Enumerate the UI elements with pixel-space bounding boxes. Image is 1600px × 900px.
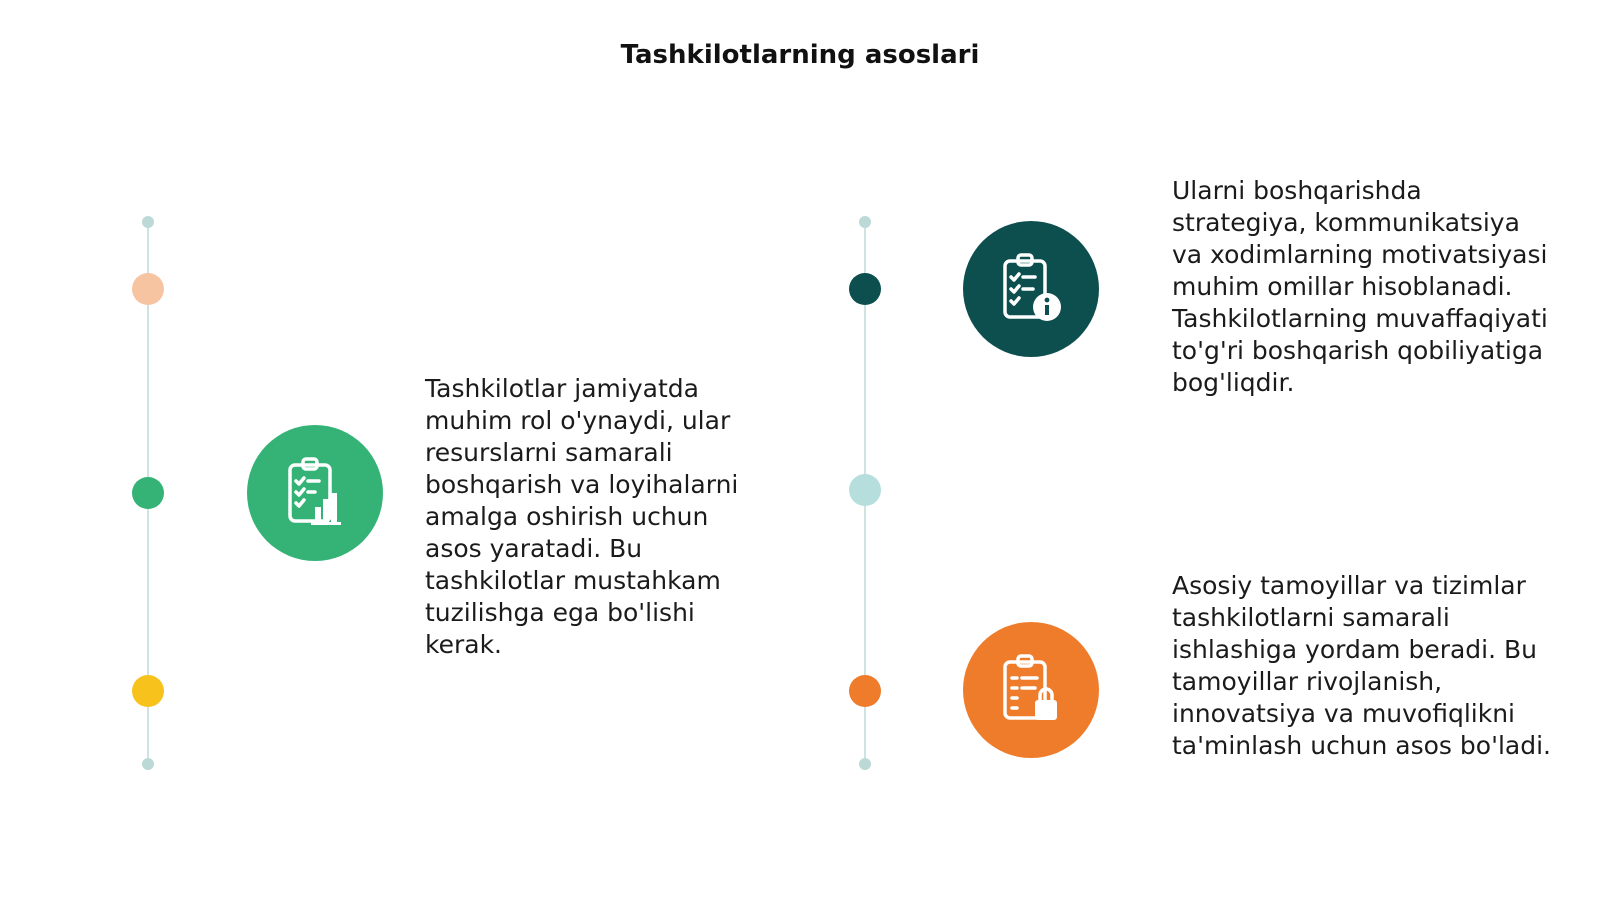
clipboard-chart-icon — [275, 453, 355, 533]
item-2-description: Ularni boshqarishda strategiya, kommunikatsiya va xodimlarning motivatsiyasi muhim omillar hisoblanadi. Tashkilotlarning muvaffaqiyati to'g'ri boshqarish qobiliyatiga bog'liqdir. — [1172, 176, 1548, 397]
clipboard-info-icon — [991, 249, 1071, 329]
badge-dark-teal — [963, 221, 1099, 357]
item-1-description: Tashkilotlar jamiyatda muhim rol o'ynaydi, ular resurslarni samarali boshqarish va loyihalarni amalga oshirish uchun asos yaratadi. Bu tashkilotlar mustahkam tuzilishga ega bo'lishi kerak. — [425, 374, 739, 659]
item-3-description: Asosiy tamoyillar va tizimlar tashkilotlarni samarali ishlashiga yordam beradi. Bu tamoyillar rivojlanish, innovatsiya va muvofiqlikni ta'minlash uchun asos bo'ladi. — [1172, 571, 1551, 760]
timeline-dot-light-teal — [849, 474, 881, 506]
right-timeline-bottom-tick — [859, 758, 871, 770]
page-title: Tashkilotlarning asoslari — [620, 40, 980, 70]
badge-orange — [963, 622, 1099, 758]
timeline-dot-dark-teal — [849, 273, 881, 305]
left-timeline-top-tick — [142, 216, 154, 228]
left-timeline-bottom-tick — [142, 758, 154, 770]
right-timeline-top-tick — [859, 216, 871, 228]
timeline-dot-yellow — [132, 675, 164, 707]
timeline-dot-peach — [132, 273, 164, 305]
timeline-dot-green — [132, 477, 164, 509]
timeline-dot-orange — [849, 675, 881, 707]
badge-green — [247, 425, 383, 561]
clipboard-lock-icon — [991, 650, 1071, 730]
